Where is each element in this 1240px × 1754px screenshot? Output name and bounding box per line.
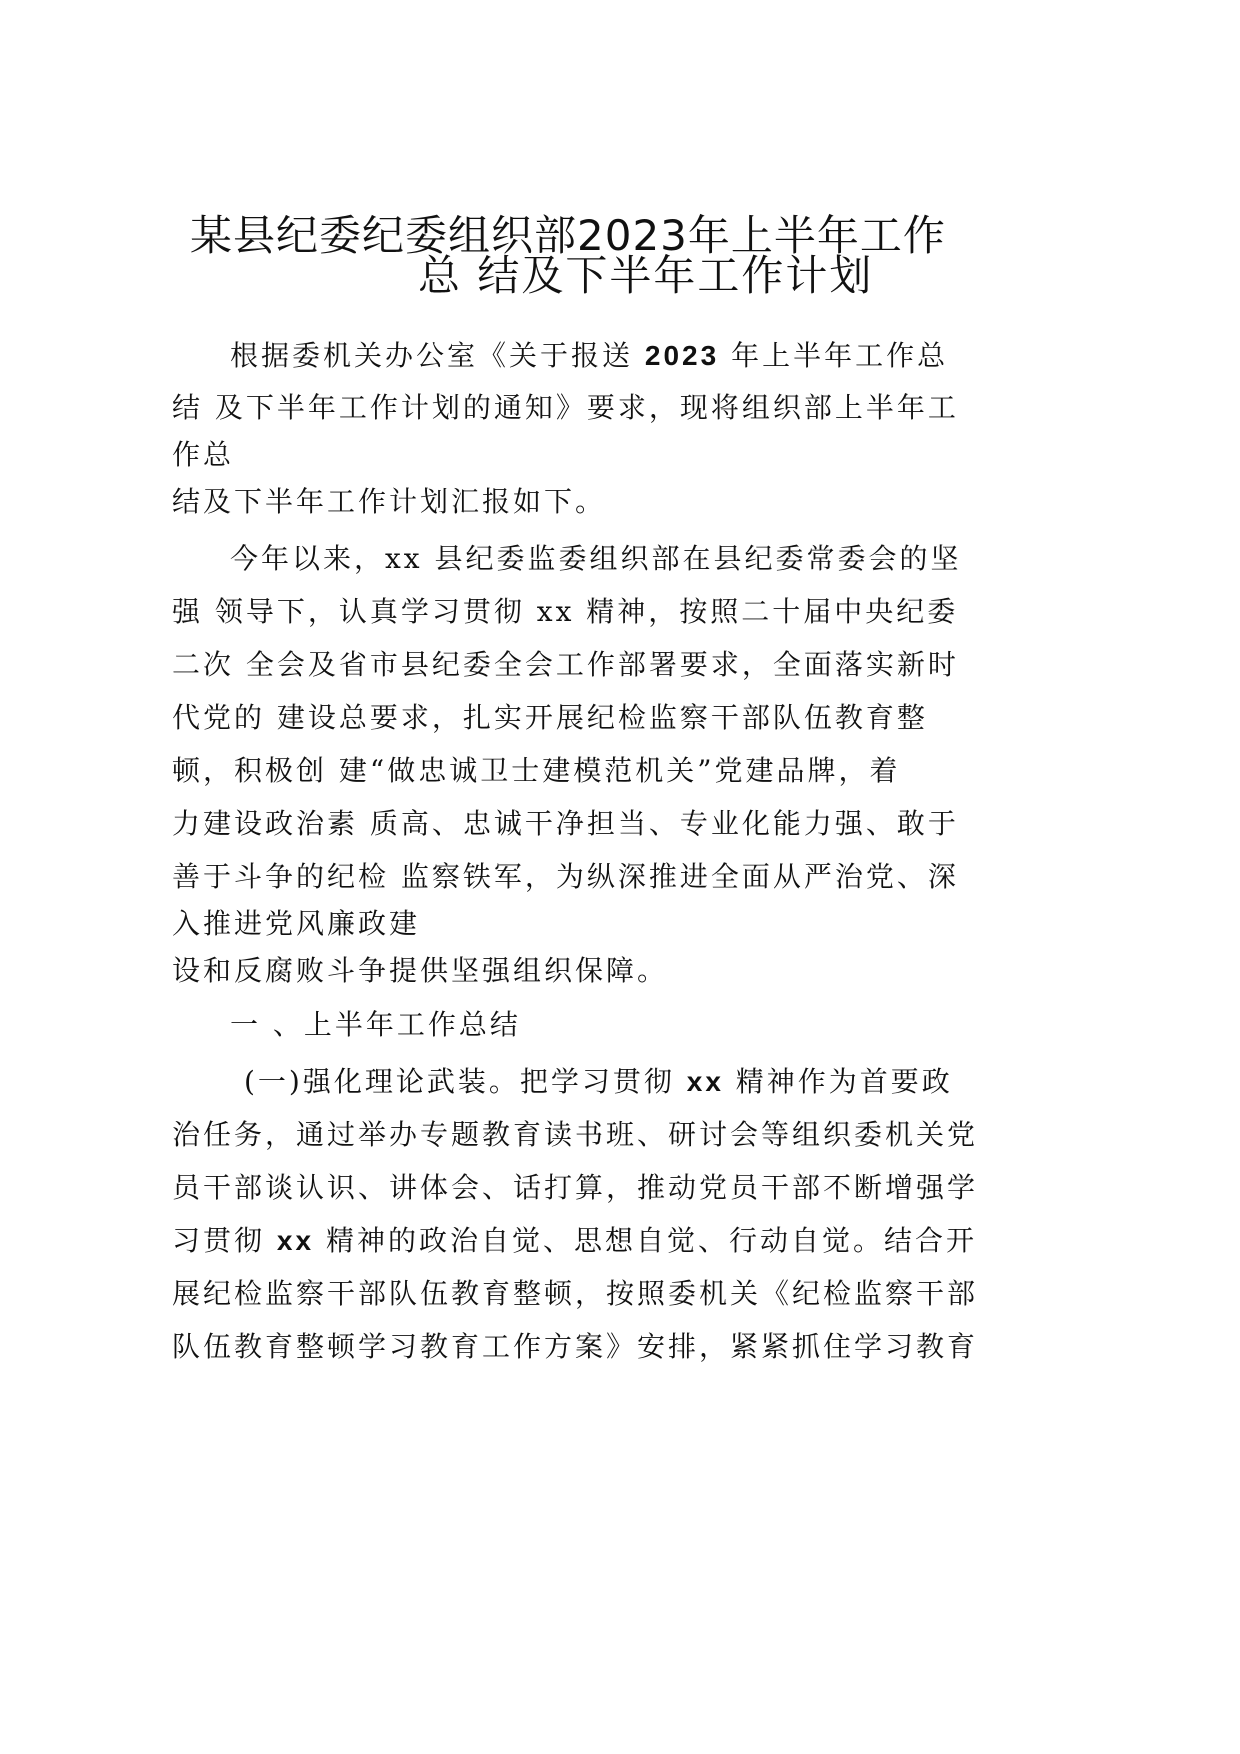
paragraph-3-line-5: 展纪检监察干部队伍教育整顿，按照委机关《纪检监察干部 bbox=[172, 1277, 979, 1310]
document-title-line-1: 某县纪委纪委组织部2023年上半年工作 bbox=[190, 211, 946, 260]
paragraph-3-line-3: 员干部谈认识、讲体会、话打算，推动党员干部不断增强学 bbox=[172, 1171, 979, 1204]
paragraph-2-line-1: 今年以来，xx 县纪委监委组织部在县纪委常委会的坚 bbox=[230, 542, 962, 575]
bold-text-run: xx bbox=[276, 1225, 315, 1256]
paragraph-2-line-4: 代党的 建设总要求，扎实开展纪检监察干部队伍教育整 bbox=[172, 701, 928, 734]
paragraph-3-line-6: 队伍教育整顿学习教育工作方案》安排，紧紧抓住学习教育 bbox=[172, 1330, 979, 1363]
text-run: 习贯彻 bbox=[172, 1224, 277, 1257]
paragraph-1-line-4: 结及下半年工作计划汇报如下。 bbox=[172, 485, 607, 518]
bold-text-run: xx bbox=[686, 1066, 724, 1097]
text-run: 精神的政治自觉、思想自觉、行动自觉。结合开 bbox=[314, 1224, 977, 1257]
document-title-line-2: 总 结及下半年工作计划 bbox=[418, 251, 874, 300]
paragraph-2-line-7: 善于斗争的纪检 监察铁军，为纵深推进全面从严治党、深 bbox=[172, 860, 959, 893]
paragraph-3-line-1 bbox=[244, 1062, 953, 1102]
text-run: 精神作为首要政 bbox=[723, 1065, 953, 1098]
paragraph-1-line-1 bbox=[230, 336, 948, 376]
bold-text-run: 2023 bbox=[644, 340, 720, 371]
text-run: (一)强化理论武装。把学习贯彻 bbox=[244, 1065, 687, 1098]
paragraph-1-line-2: 结 及下半年工作计划的通知》要求，现将组织部上半年工 bbox=[172, 391, 959, 424]
paragraph-1-line-3: 作总 bbox=[172, 438, 235, 471]
text-run: 年上半年工作总 bbox=[719, 339, 949, 372]
paragraph-3-line-4 bbox=[172, 1221, 977, 1261]
section-heading-first-half-summary: 一 、上半年工作总结 bbox=[230, 1008, 521, 1041]
text-run: 根据委机关办公室《关于报送 bbox=[230, 339, 645, 372]
paragraph-2-line-5: 顿，积极创 建“做忠诚卫士建模范机关”党建品牌，着 bbox=[172, 754, 901, 787]
paragraph-3-line-2: 治任务，通过举办专题教育读书班、研讨会等组织委机关党 bbox=[172, 1118, 979, 1151]
paragraph-2-line-3: 二次 全会及省市县纪委全会工作部署要求，全面落实新时 bbox=[172, 648, 959, 681]
paragraph-2-line-9: 设和反腐败斗争提供坚强组织保障。 bbox=[172, 954, 669, 987]
paragraph-2-line-8: 入推进党风廉政建 bbox=[172, 907, 421, 940]
paragraph-2-line-2: 强 领导下，认真学习贯彻 xx 精神，按照二十届中央纪委 bbox=[172, 595, 959, 628]
paragraph-2-line-6: 力建设政治素 质高、忠诚干净担当、专业化能力强、敢于 bbox=[172, 807, 959, 840]
